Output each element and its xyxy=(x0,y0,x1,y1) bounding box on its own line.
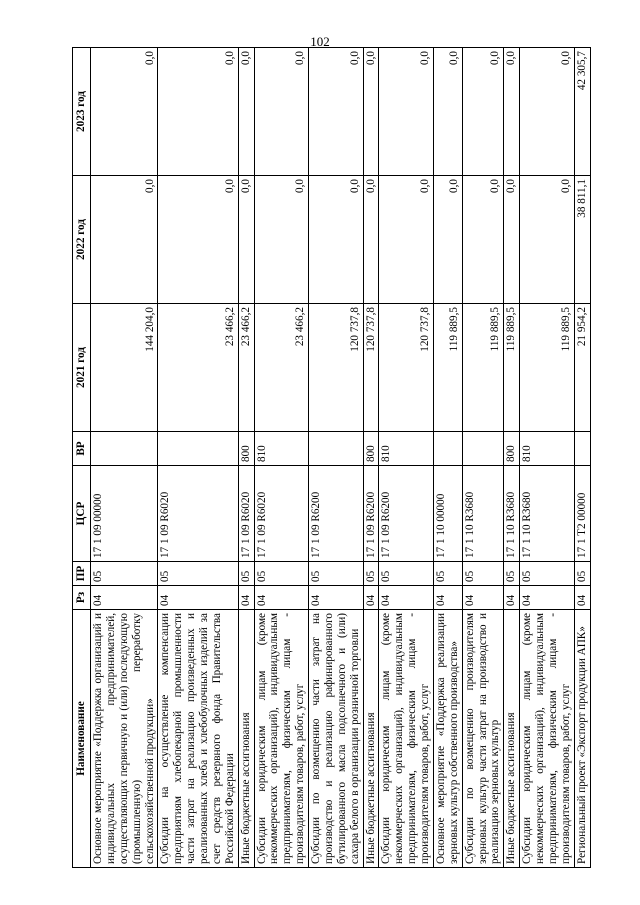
cell-name: Основное мероприятие «Поддержка организаций и индивидуальных предпринимателей, осуществляющих первичную и (или) последующую (промышленную) переработку сельскохозяйственной продукции» xyxy=(91,610,158,868)
table-row xyxy=(379,48,434,868)
cell-vr: 810 xyxy=(379,432,434,466)
cell-rz: 04 xyxy=(158,586,238,610)
cell-pr: 05 xyxy=(462,562,504,586)
cell-name: Субсидии по возмещению производителям зерновых культур части затрат на производство и реализацию зерновых культур xyxy=(462,610,504,868)
cell-vr: 800 xyxy=(363,432,379,466)
cell-2022: 38 811,1 xyxy=(574,176,590,304)
cell-2021: 119 889,5 xyxy=(433,304,462,432)
cell-2021: 119 889,5 xyxy=(520,304,575,432)
cell-rz: 04 xyxy=(254,586,309,610)
cell-name: Субсидии юридическим лицам (кроме некоммерческих организаций), индивидуальным предпринимателям, физическим лицам - производителям товаров, работ, услуг xyxy=(520,610,575,868)
cell-name: Иные бюджетные ассигнования xyxy=(504,610,520,868)
cell-csr: 17 1 10 00000 xyxy=(433,466,462,562)
cell-rz: 04 xyxy=(91,586,158,610)
cell-2023: 0,0 xyxy=(158,48,238,176)
cell-2023: 42 305,7 xyxy=(574,48,590,176)
cell-2022: 0,0 xyxy=(379,176,434,304)
cell-2022: 0,0 xyxy=(238,176,254,304)
table-row xyxy=(254,48,309,868)
page-number: 102 xyxy=(310,34,330,49)
cell-2023: 0,0 xyxy=(504,48,520,176)
cell-csr: 17 1 10 R3680 xyxy=(520,466,575,562)
cell-name: Иные бюджетные ассигнования xyxy=(238,610,254,868)
cell-2023: 0,0 xyxy=(254,48,309,176)
cell-rz: 04 xyxy=(433,586,462,610)
cell-rz: 04 xyxy=(574,586,590,610)
cell-pr: 05 xyxy=(379,562,434,586)
table-row xyxy=(158,48,238,868)
cell-2023: 0,0 xyxy=(238,48,254,176)
cell-name: Иные бюджетные ассигнования xyxy=(363,610,379,868)
cell-name: Основное мероприятие «Поддержка реализации зерновых культур собственного производства» xyxy=(433,610,462,868)
header-name: Наименование xyxy=(73,610,91,868)
cell-csr: 17 1 09 R6200 xyxy=(379,466,434,562)
cell-2021: 120 737,8 xyxy=(363,304,379,432)
cell-rz: 04 xyxy=(309,586,364,610)
cell-csr: 17 1 10 R3680 xyxy=(462,466,504,562)
cell-pr: 05 xyxy=(254,562,309,586)
cell-2023: 0,0 xyxy=(309,48,364,176)
cell-csr: 17 1 09 R6200 xyxy=(363,466,379,562)
cell-2021: 120 737,8 xyxy=(379,304,434,432)
table-row xyxy=(504,48,520,868)
cell-2021: 23 466,2 xyxy=(158,304,238,432)
cell-2021: 120 737,8 xyxy=(309,304,364,432)
cell-2023: 0,0 xyxy=(520,48,575,176)
rotated-table-container xyxy=(72,48,588,868)
cell-csr: 17 1 09 00000 xyxy=(91,466,158,562)
header-2021: 2021 год xyxy=(73,304,91,432)
cell-2023: 0,0 xyxy=(379,48,434,176)
cell-name: Субсидии по возмещению части затрат на производство и реализацию рафинированного бутилированного масла подсолнечного и (или) сахара белого в организации розничной торговли xyxy=(309,610,364,868)
cell-rz: 04 xyxy=(238,586,254,610)
budget-table xyxy=(72,47,591,868)
cell-rz: 04 xyxy=(363,586,379,610)
cell-vr xyxy=(574,432,590,466)
cell-vr xyxy=(309,432,364,466)
cell-name: Региональный проект «Экспорт продукции АПК» xyxy=(574,610,590,868)
cell-pr: 05 xyxy=(363,562,379,586)
cell-csr: 17 1 09 R6200 xyxy=(309,466,364,562)
cell-2023: 0,0 xyxy=(363,48,379,176)
cell-pr: 05 xyxy=(238,562,254,586)
cell-pr: 05 xyxy=(91,562,158,586)
cell-2022: 0,0 xyxy=(363,176,379,304)
cell-2023: 0,0 xyxy=(433,48,462,176)
cell-2021: 119 889,5 xyxy=(504,304,520,432)
cell-pr: 05 xyxy=(520,562,575,586)
header-2023: 2023 год xyxy=(73,48,91,176)
cell-2021: 21 954,2 xyxy=(574,304,590,432)
cell-rz: 04 xyxy=(379,586,434,610)
cell-2021: 23 466,2 xyxy=(254,304,309,432)
table-row xyxy=(574,48,590,868)
cell-pr: 05 xyxy=(574,562,590,586)
cell-csr: 17 1 T2 00000 xyxy=(574,466,590,562)
cell-name: Субсидии юридическим лицам (кроме некоммерческих организаций), индивидуальным предпринимателям, физическим лицам - производителям товаров, работ, услуг xyxy=(254,610,309,868)
cell-2022: 0,0 xyxy=(91,176,158,304)
cell-2021: 23 466,2 xyxy=(238,304,254,432)
cell-vr xyxy=(433,432,462,466)
cell-2022: 0,0 xyxy=(254,176,309,304)
table-row xyxy=(433,48,462,868)
cell-csr: 17 1 09 R6020 xyxy=(158,466,238,562)
cell-rz: 04 xyxy=(462,586,504,610)
cell-pr: 05 xyxy=(433,562,462,586)
cell-vr: 800 xyxy=(238,432,254,466)
cell-2022: 0,0 xyxy=(309,176,364,304)
cell-vr: 800 xyxy=(504,432,520,466)
cell-vr xyxy=(158,432,238,466)
cell-vr xyxy=(462,432,504,466)
cell-vr: 810 xyxy=(520,432,575,466)
table-row xyxy=(462,48,504,868)
cell-name: Субсидии юридическим лицам (кроме некоммерческих организаций), индивидуальным предпринимателям, физическим лицам - производителям товаров, работ, услуг xyxy=(379,610,434,868)
cell-csr: 17 1 10 R3680 xyxy=(504,466,520,562)
cell-vr: 810 xyxy=(254,432,309,466)
cell-2022: 0,0 xyxy=(520,176,575,304)
cell-2022: 0,0 xyxy=(504,176,520,304)
cell-2023: 0,0 xyxy=(462,48,504,176)
header-pr: ПР xyxy=(73,562,91,586)
header-vr: ВР xyxy=(73,432,91,466)
table-row xyxy=(309,48,364,868)
cell-rz: 04 xyxy=(520,586,575,610)
cell-csr: 17 1 09 R6020 xyxy=(254,466,309,562)
table-row xyxy=(91,48,158,868)
table-header-row xyxy=(73,48,91,868)
cell-pr: 05 xyxy=(309,562,364,586)
cell-2022: 0,0 xyxy=(462,176,504,304)
header-2022: 2022 год xyxy=(73,176,91,304)
header-csr: ЦСР xyxy=(73,466,91,562)
cell-name: Субсидии на осуществление компенсации предприятиям хлебопекарной промышленности части затрат на реализацию произведенных и реализованных хлеба и хлебобулочных изделий за счет средств резервного фонда Правительства Российской Федерации xyxy=(158,610,238,868)
cell-csr: 17 1 09 R6020 xyxy=(238,466,254,562)
cell-2021: 119 889,5 xyxy=(462,304,504,432)
cell-pr: 05 xyxy=(504,562,520,586)
table-row xyxy=(520,48,575,868)
cell-2022: 0,0 xyxy=(158,176,238,304)
cell-pr: 05 xyxy=(158,562,238,586)
cell-2022: 0,0 xyxy=(433,176,462,304)
table-row xyxy=(238,48,254,868)
header-rz: Рз xyxy=(73,586,91,610)
cell-vr xyxy=(91,432,158,466)
cell-2023: 0,0 xyxy=(91,48,158,176)
cell-rz: 04 xyxy=(504,586,520,610)
cell-2021: 144 204,0 xyxy=(91,304,158,432)
table-row xyxy=(363,48,379,868)
